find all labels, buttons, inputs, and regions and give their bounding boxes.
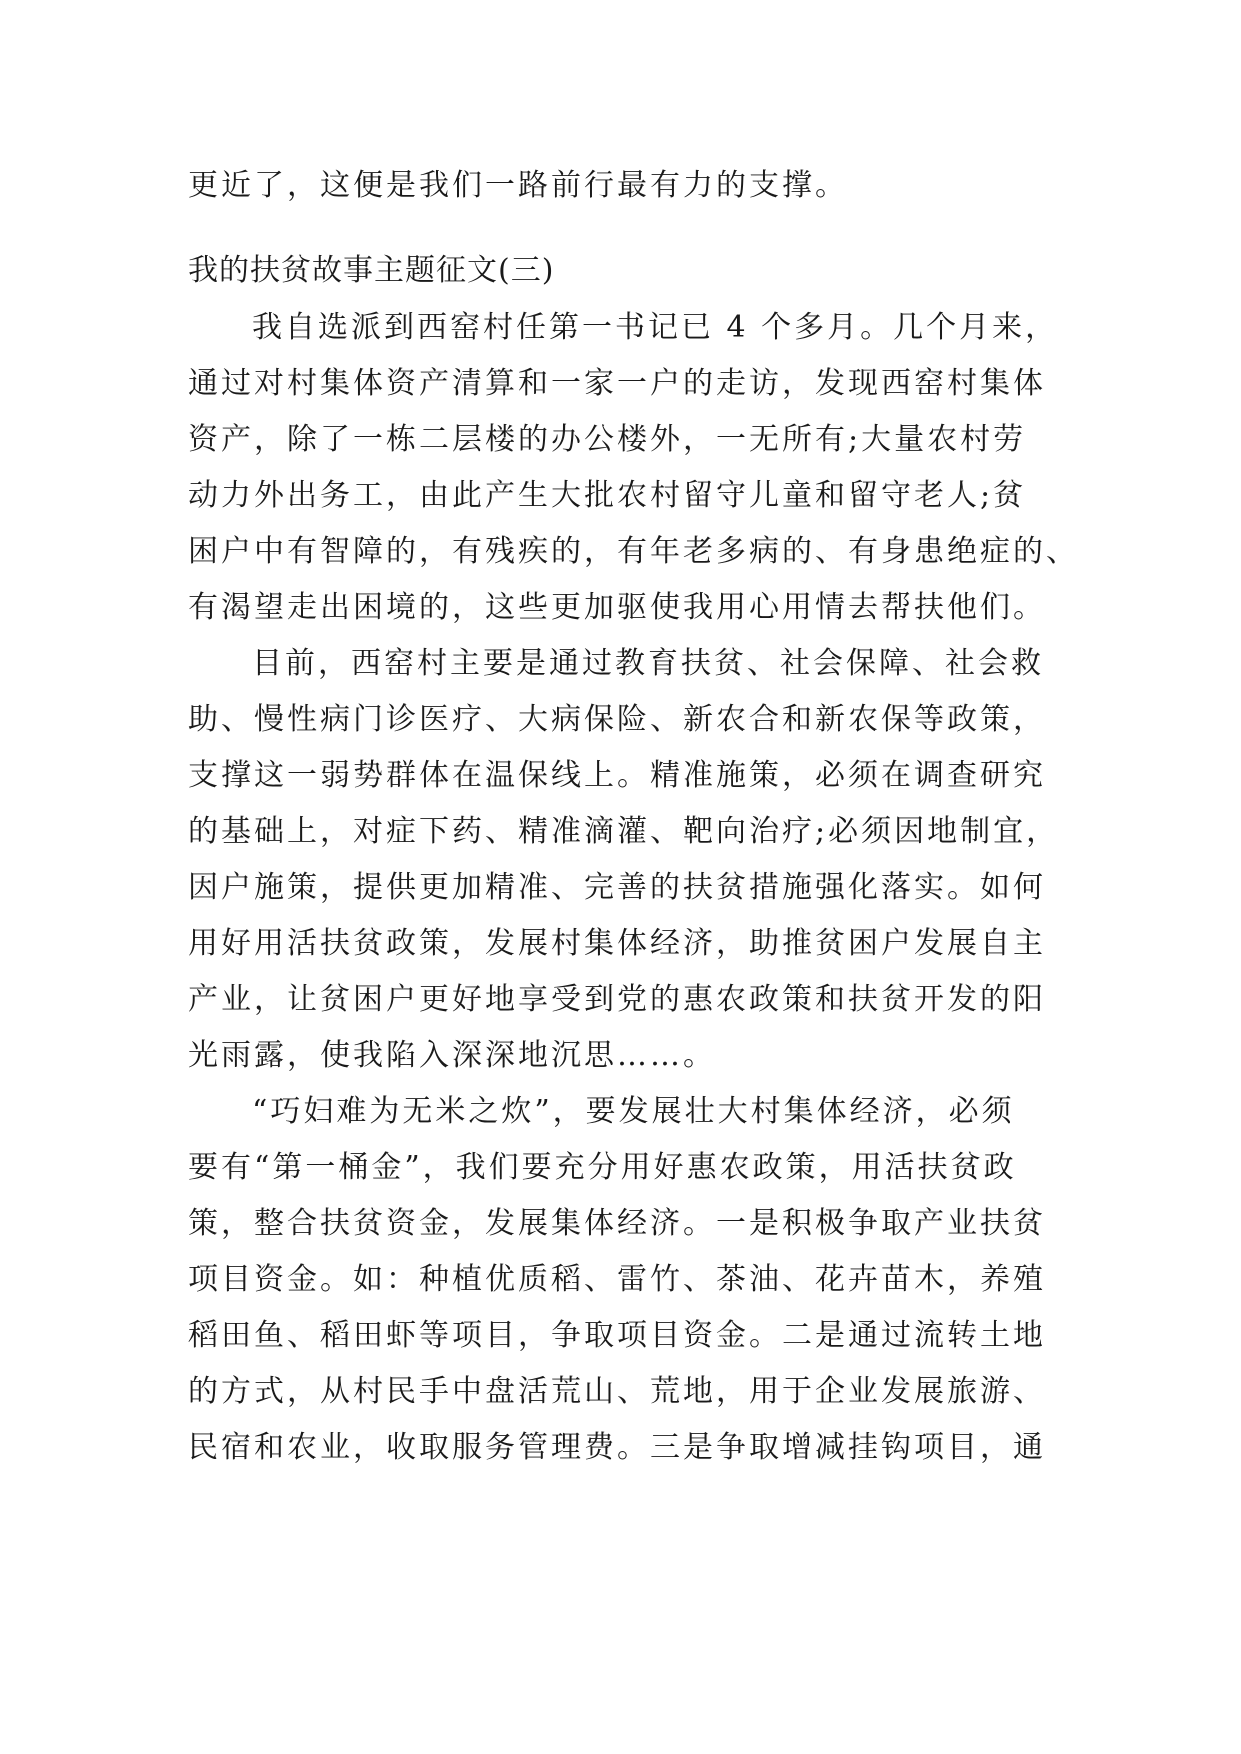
closing-line: 更近了，这便是我们一路前行最有力的支撑。 bbox=[188, 168, 848, 203]
paragraph-line: 产业，让贫困户更好地享受到党的惠农政策和扶贫开发的阳 bbox=[188, 982, 1046, 1017]
paragraph-line: 困户中有智障的，有残疾的，有年老多病的、有身患绝症的、 bbox=[188, 534, 1079, 569]
paragraph-line: 目前，西窑村主要是通过教育扶贫、社会保障、社会救 bbox=[252, 646, 1044, 681]
paragraph-line: 通过对村集体资产清算和一家一户的走访，发现西窑村集体 bbox=[188, 366, 1046, 401]
paragraph-line: 资产，除了一栋二层楼的办公楼外，一无所有;大量农村劳 bbox=[188, 422, 1027, 457]
paragraph-line: 项目资金。如：种植优质稻、雷竹、茶油、花卉苗木，养殖 bbox=[188, 1262, 1046, 1297]
paragraph-line: 因户施策，提供更加精准、完善的扶贫措施强化落实。如何 bbox=[188, 870, 1046, 905]
section-title: 我的扶贫故事主题征文(三) bbox=[188, 253, 555, 288]
paragraph-line: 稻田鱼、稻田虾等项目，争取项目资金。二是通过流转土地 bbox=[188, 1318, 1046, 1353]
paragraph-line: 助、慢性病门诊医疗、大病保险、新农合和新农保等政策， bbox=[188, 702, 1046, 737]
paragraph-line: 有渴望走出困境的，这些更加驱使我用心用情去帮扶他们。 bbox=[188, 590, 1046, 625]
paragraph-line: 要有“第一桶金”，我们要充分用好惠农政策，用活扶贫政 bbox=[188, 1150, 1017, 1185]
paragraph-line: 的基础上，对症下药、精准滴灌、靶向治疗;必须因地制宜， bbox=[188, 814, 1060, 849]
paragraph-line: 动力外出务工，由此产生大批农村留守儿童和留守老人;贫 bbox=[188, 478, 1027, 513]
paragraph-line: 用好用活扶贫政策，发展村集体经济，助推贫困户发展自主 bbox=[188, 926, 1046, 961]
paragraph-line: 光雨露，使我陷入深深地沉思……。 bbox=[188, 1038, 716, 1073]
paragraph-line: 我自选派到西窑村任第一书记已 4 个多月。几个月来， bbox=[252, 310, 1059, 345]
paragraph-line: “巧妇难为无米之炊”，要发展壮大村集体经济，必须 bbox=[252, 1094, 1015, 1129]
paragraph-line: 的方式，从村民手中盘活荒山、荒地，用于企业发展旅游、 bbox=[188, 1374, 1046, 1409]
paragraph-line: 支撑这一弱势群体在温保线上。精准施策，必须在调查研究 bbox=[188, 758, 1046, 793]
paragraph-line: 策，整合扶贫资金，发展集体经济。一是积极争取产业扶贫 bbox=[188, 1206, 1046, 1241]
paragraph-line: 民宿和农业，收取服务管理费。三是争取增减挂钩项目，通 bbox=[188, 1430, 1046, 1465]
